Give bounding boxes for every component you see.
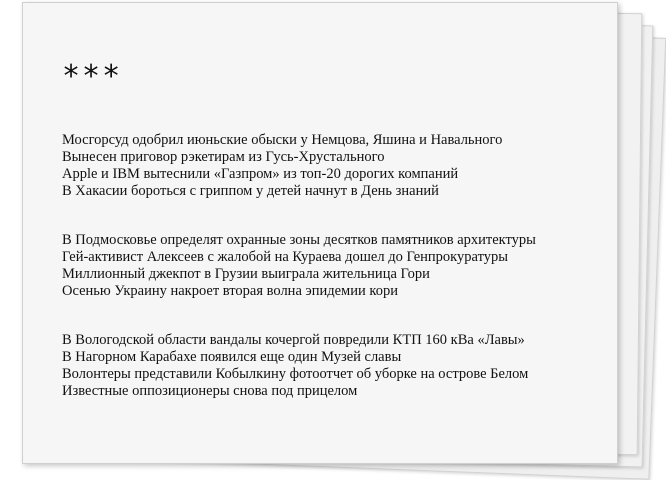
headline-line: В Подмосковье определят охранные зоны десятков памятников архитектуры bbox=[62, 232, 536, 248]
headline-line: В Нагорном Карабахе появился еще один Музей славы bbox=[62, 349, 402, 365]
headline-line: Мосгорсуд одобрил июньские обыски у Немцова, Яшина и Навального bbox=[62, 132, 503, 148]
headline-line: Apple и IBM вытеснили «Газпром» из топ-20 дорогих компаний bbox=[62, 166, 459, 182]
headline-group bbox=[62, 132, 582, 200]
headline-line: Вынесен приговор рэкетирам из Гусь-Хрустального bbox=[62, 149, 385, 165]
headline-line: Осенью Украину накроет вторая волна эпидемии кори bbox=[62, 283, 398, 299]
section-heading: *** bbox=[62, 59, 123, 94]
headline-group bbox=[62, 232, 582, 300]
headline-line: Известные оппозиционеры снова под прицелом bbox=[62, 383, 358, 399]
headline-line: Волонтеры представили Кобылкину фотоотчет об уборке на острове Белом bbox=[62, 366, 529, 382]
document-content bbox=[62, 59, 582, 432]
headline-group bbox=[62, 332, 582, 400]
headline-line: Миллионный джекпот в Грузии выиграла жительница Гори bbox=[62, 266, 430, 282]
headline-line: В Хакасии бороться с гриппом у детей начнут в День знаний bbox=[62, 183, 439, 199]
headline-line: Гей-активист Алексеев с жалобой на Кураева дошел до Генпрокуратуры bbox=[62, 249, 508, 265]
headline-line: В Вологодской области вандалы кочергой повредили КТП 160 кВа «Лавы» bbox=[62, 332, 525, 348]
